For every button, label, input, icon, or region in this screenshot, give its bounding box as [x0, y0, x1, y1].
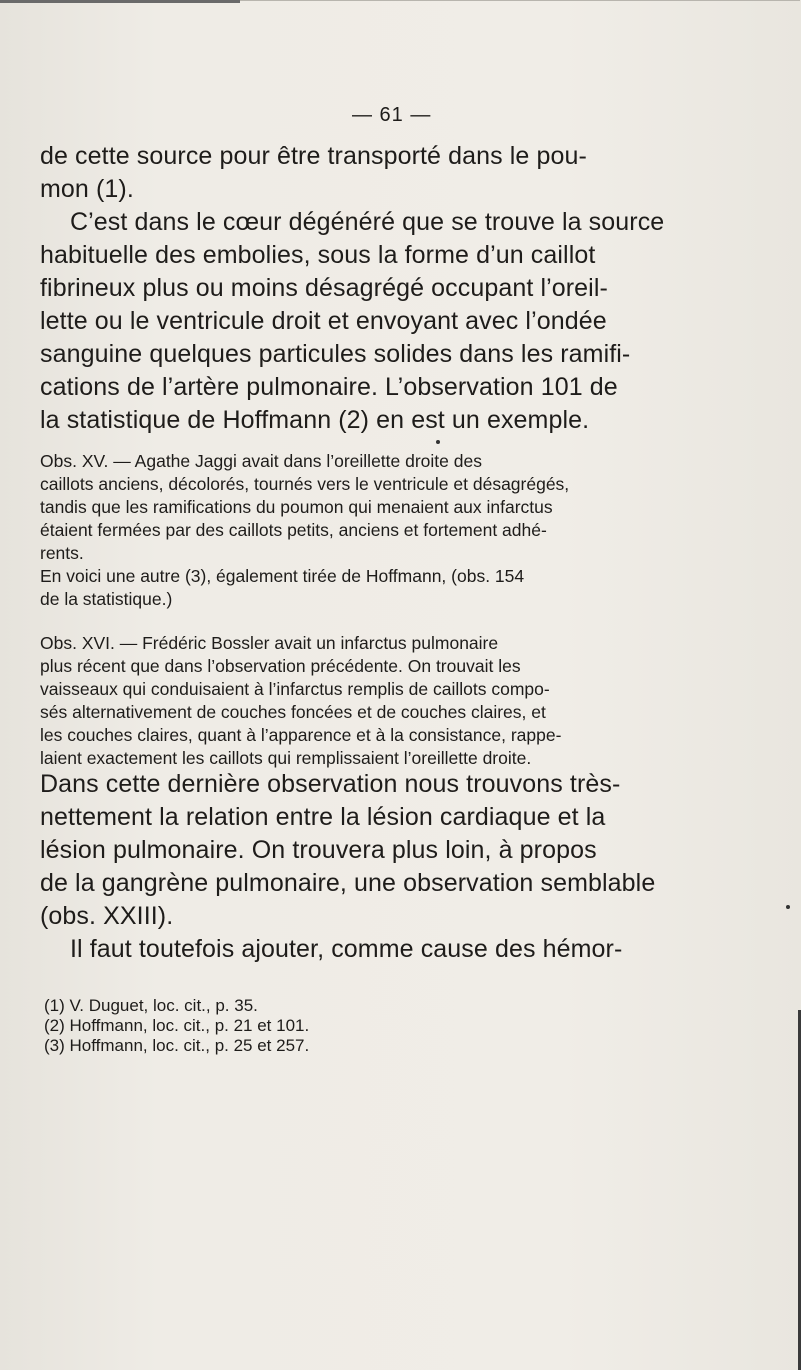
paragraph-2 — [40, 206, 780, 437]
text-line: Il faut toutefois ajouter, comme cause des hémor- — [70, 935, 623, 963]
text-line: habituelle des embolies, sous la forme d’un caillot — [40, 241, 596, 269]
text-line: la statistique de Hoffmann (2) en est un exemple. — [40, 406, 590, 434]
text-line: fibrineux plus ou moins désagrégé occupant l’oreil- — [40, 274, 608, 302]
page-top-edge — [0, 0, 240, 3]
text-line: C’est dans le cœur dégénéré que se trouve la source — [70, 208, 665, 236]
text-line: nettement la relation entre la lésion cardiaque et la — [40, 803, 606, 831]
page-number: — 61 — — [352, 104, 432, 126]
observation-15 — [40, 450, 780, 565]
observation-16 — [40, 632, 780, 770]
footnote: (1) V. Duguet, loc. cit., p. 35. — [44, 996, 258, 1015]
text-line: vaisseaux qui conduisaient à l’infarctus remplis de caillots compo- — [40, 679, 550, 699]
observation-15-note — [40, 565, 780, 611]
footnote: (3) Hoffmann, loc. cit., p. 25 et 257. — [44, 1036, 310, 1055]
text-line: Dans cette dernière observation nous trouvons très- — [40, 770, 621, 798]
footnote: (2) Hoffmann, loc. cit., p. 21 et 101. — [44, 1016, 310, 1035]
text-line: cations de l’artère pulmonaire. L’observation 101 de — [40, 373, 618, 401]
text-line: lésion pulmonaire. On trouvera plus loin, à propos — [40, 836, 597, 864]
paragraph-1 — [40, 140, 780, 206]
text-line: caillots anciens, décolorés, tournés vers le ventricule et désagrégés, — [40, 474, 570, 494]
text-line: de cette source pour être transporté dans le pou- — [40, 142, 587, 170]
text-line: les couches claires, quant à l’apparence et à la consistance, rappe- — [40, 725, 562, 745]
text-line: En voici une autre (3), également tirée de Hoffmann, (obs. 154 — [40, 566, 525, 586]
text-line: mon (1). — [40, 175, 134, 203]
ink-speck — [786, 905, 790, 909]
paragraph-3 — [40, 768, 780, 933]
text-line: Obs. XVI. — Frédéric Bossler avait un infarctus pulmonaire — [40, 633, 499, 653]
text-line: plus récent que dans l’observation précédente. On trouvait les — [40, 656, 521, 676]
text-line: laient exactement les caillots qui remplissaient l’oreillette droite. — [40, 748, 532, 768]
ink-speck — [436, 440, 440, 444]
text-line: de la statistique.) — [40, 589, 173, 609]
text-line: rents. — [40, 543, 84, 563]
paragraph-4 — [40, 933, 780, 966]
text-line: lette ou le ventricule droit et envoyant avec l’ondée — [40, 307, 607, 335]
text-line: sés alternativement de couches foncées et de couches claires, et — [40, 702, 546, 722]
text-line: étaient fermées par des caillots petits, anciens et fortement adhé- — [40, 520, 547, 540]
text-line: (obs. XXIII). — [40, 902, 174, 930]
text-line: de la gangrène pulmonaire, une observation semblable — [40, 869, 656, 897]
text-line: sanguine quelques particules solides dans les ramifi- — [40, 340, 631, 368]
page-top-edge-light — [240, 0, 800, 1]
text-line: Obs. XV. — Agathe Jaggi avait dans l’oreillette droite des — [40, 451, 482, 471]
footnotes — [44, 996, 784, 1056]
text-line: tandis que les ramifications du poumon qui menaient aux infarctus — [40, 497, 553, 517]
